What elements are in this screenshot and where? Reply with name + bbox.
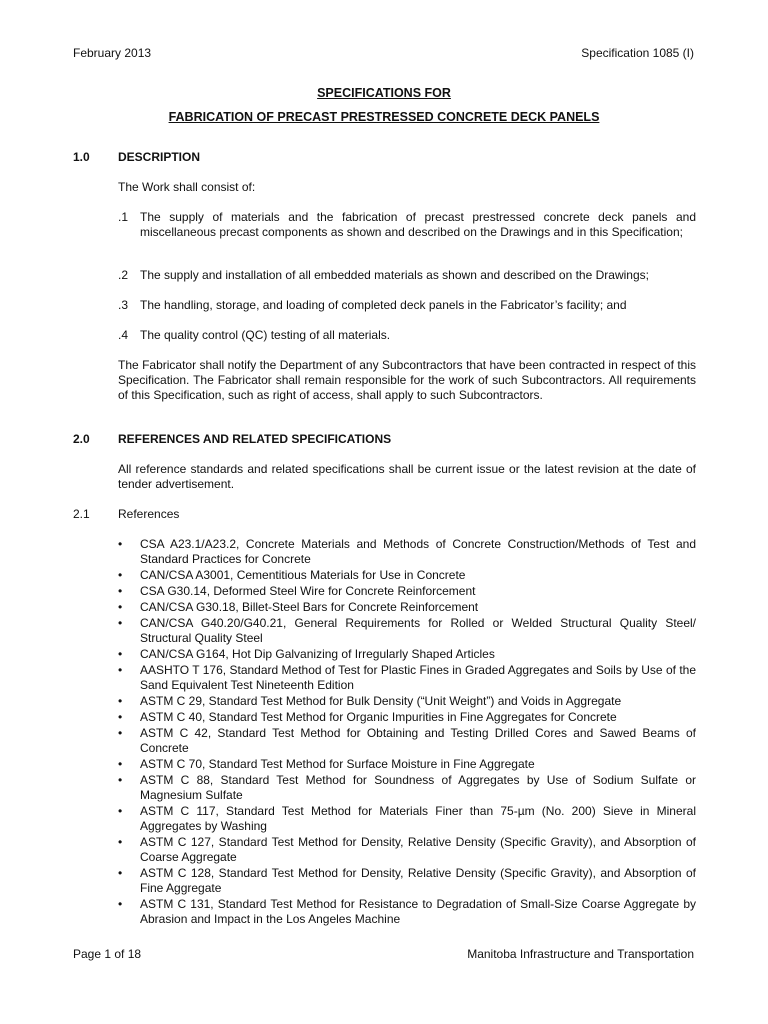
section-1-number: 1.0: [73, 150, 90, 164]
bullet-icon: •: [118, 616, 123, 630]
reference-text: ASTM C 70, Standard Test Method for Surface Moisture in Fine Aggregate: [140, 757, 535, 771]
reference-item: [118, 616, 696, 646]
section-2-intro: All reference standards and related specifications shall be current issue or the latest revision at the date of tender advertisement.: [118, 462, 696, 491]
document-title-line1: SPECIFICATIONS FOR: [317, 86, 451, 100]
bullet-icon: •: [118, 568, 123, 582]
item-4-text: The quality control (QC) testing of all materials.: [140, 328, 391, 342]
section-2-heading: REFERENCES AND RELATED SPECIFICATIONS: [118, 432, 392, 446]
reference-item: [118, 804, 696, 834]
reference-text: ASTM C 127, Standard Test Method for Density, Relative Density (Specific Gravity), and Absorption of Coarse Aggregate: [140, 835, 696, 864]
reference-text: ASTM C 29, Standard Test Method for Bulk Density (“Unit Weight”) and Voids in Aggregate: [140, 694, 622, 708]
bullet-icon: •: [118, 773, 123, 787]
reference-item: [118, 600, 696, 615]
reference-text: CSA G30.14, Deformed Steel Wire for Concrete Reinforcement: [140, 584, 476, 598]
reference-text: CAN/CSA G164, Hot Dip Galvanizing of Irregularly Shaped Articles: [140, 647, 495, 661]
header-spec-id: Specification 1085 (I): [581, 46, 694, 60]
bullet-icon: •: [118, 694, 123, 708]
reference-item: [118, 694, 696, 709]
section-1-intro: The Work shall consist of:: [118, 180, 256, 194]
reference-item: [118, 835, 696, 865]
bullet-icon: •: [118, 710, 123, 724]
bullet-icon: •: [118, 663, 123, 677]
section-2-number: 2.0: [73, 432, 90, 446]
reference-item: [118, 726, 696, 756]
reference-item: [118, 866, 696, 896]
bullet-icon: •: [118, 600, 123, 614]
footer-page-number: Page 1 of 18: [73, 947, 142, 961]
reference-text: CAN/CSA G40.20/G40.21, General Requirements for Rolled or Welded Structural Quality Steel/ Structural Quality Steel: [140, 616, 696, 645]
bullet-icon: •: [118, 866, 123, 880]
bullet-icon: •: [118, 584, 123, 598]
section-1-closing: The Fabricator shall notify the Department of any Subcontractors that have been contracted in respect of this Specification. The Fabricator shall remain responsible for the work of such Subcontractors. All requirements of this Specification, such as right of access, shall apply to such Subcontractors.: [118, 358, 696, 402]
references-list: [118, 537, 696, 928]
item-4-number: .4: [118, 328, 129, 342]
item-2-number: .2: [118, 268, 129, 282]
reference-text: ASTM C 88, Standard Test Method for Soundness of Aggregates by Use of Sodium Sulfate or Magnesium Sulfate: [140, 773, 696, 802]
reference-item: [118, 710, 696, 725]
bullet-icon: •: [118, 647, 123, 661]
bullet-icon: •: [118, 726, 123, 740]
bullet-icon: •: [118, 804, 123, 818]
reference-text: ASTM C 40, Standard Test Method for Organic Impurities in Fine Aggregates for Concrete: [140, 710, 617, 724]
bullet-icon: •: [118, 897, 123, 911]
item-1-number: .1: [118, 210, 129, 224]
reference-item: [118, 897, 696, 927]
reference-text: ASTM C 117, Standard Test Method for Materials Finer than 75-µm (No. 200) Sieve in Mineral Aggregates by Washing: [140, 804, 696, 833]
reference-text: AASHTO T 176, Standard Method of Test for Plastic Fines in Graded Aggregates and Soils by Use of the Sand Equivalent Test Nineteenth Edition: [140, 663, 696, 692]
bullet-icon: •: [118, 835, 123, 849]
item-3-number: .3: [118, 298, 129, 312]
reference-text: ASTM C 42, Standard Test Method for Obtaining and Testing Drilled Cores and Sawed Beams of Concrete: [140, 726, 696, 755]
reference-item: [118, 568, 696, 583]
reference-item: [118, 647, 696, 662]
subsection-2-1-heading: References: [118, 507, 180, 521]
reference-text: ASTM C 131, Standard Test Method for Resistance to Degradation of Small-Size Coarse Aggregate by Abrasion and Impact in the Los Angeles Machine: [140, 897, 696, 926]
reference-item: [118, 757, 696, 772]
reference-item: [118, 773, 696, 803]
reference-item: [118, 584, 696, 599]
item-2-text: The supply and installation of all embedded materials as shown and described on the Drawings;: [140, 268, 649, 282]
document-title-line2: FABRICATION OF PRECAST PRESTRESSED CONCRETE DECK PANELS: [168, 110, 600, 124]
reference-text: CAN/CSA A3001, Cementitious Materials for Use in Concrete: [140, 568, 466, 582]
reference-item: [118, 663, 696, 693]
bullet-icon: •: [118, 537, 123, 551]
item-1-text: The supply of materials and the fabrication of precast prestressed concrete deck panels and miscellaneous precast components as shown and described on the Drawings and in this Specification;: [140, 210, 696, 239]
reference-text: CAN/CSA G30.18, Billet-Steel Bars for Concrete Reinforcement: [140, 600, 479, 614]
item-3-text: The handling, storage, and loading of completed deck panels in the Fabricator’s facility; and: [140, 298, 627, 312]
reference-text: CSA A23.1/A23.2, Concrete Materials and Methods of Concrete Construction/Methods of Test and Standard Practices for Concrete: [140, 537, 696, 566]
bullet-icon: •: [118, 757, 123, 771]
section-1-heading: DESCRIPTION: [118, 150, 201, 164]
subsection-2-1-number: 2.1: [73, 507, 90, 521]
footer-organization: Manitoba Infrastructure and Transportation: [467, 947, 694, 961]
reference-text: ASTM C 128, Standard Test Method for Density, Relative Density (Specific Gravity), and Absorption of Fine Aggregate: [140, 866, 696, 895]
header-date: February 2013: [73, 46, 152, 60]
reference-item: [118, 537, 696, 567]
